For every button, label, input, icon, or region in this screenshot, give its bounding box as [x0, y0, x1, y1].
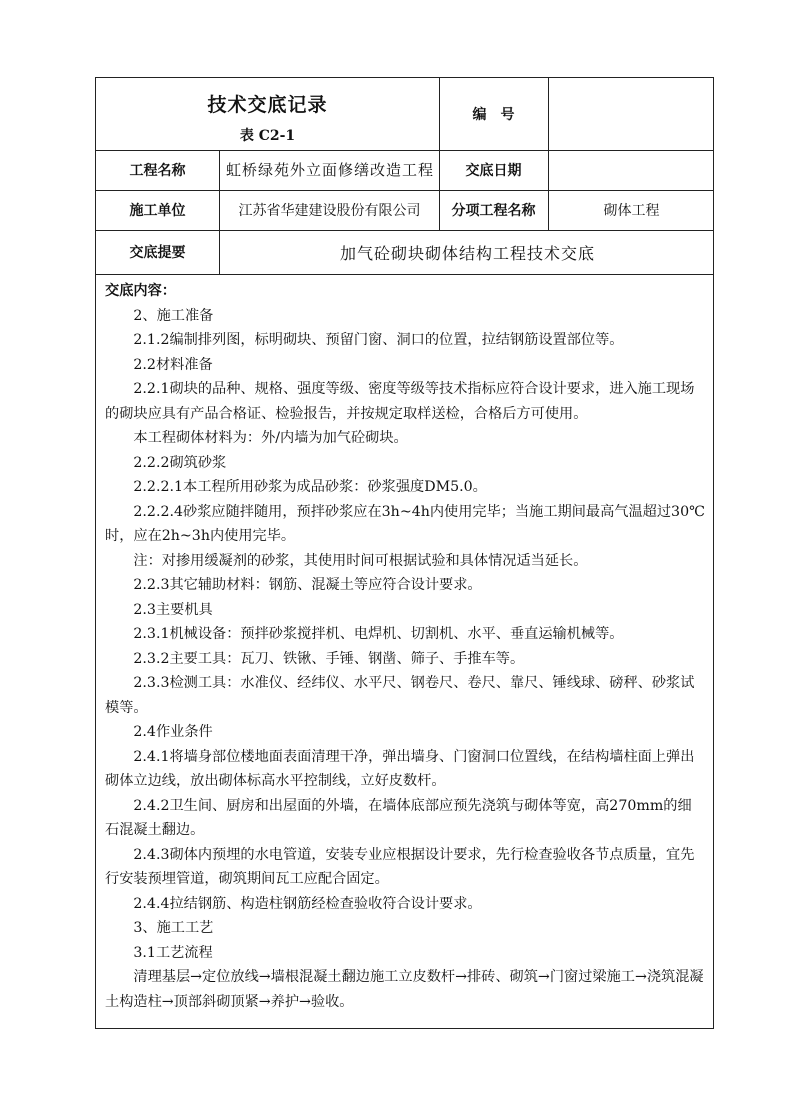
content-paragraph: 2.3.1机械设备：预拌砂浆搅拌机、电焊机、切割机、水平、垂直运输机械等。: [133, 626, 624, 642]
summary-label: 交底提要: [129, 245, 186, 261]
form-number: 表 C2-1: [239, 127, 296, 144]
content-paragraph: 3、施工工艺: [133, 920, 214, 936]
unit-value: 江苏省华建建设股份有限公司: [238, 203, 421, 219]
content-paragraph: 2.2材料准备: [133, 356, 213, 373]
content-paragraph: 2.4.2卫生间、厨房和出屋面的外墙，在墙体底部应预先浇筑与砌体等宽，高270mm的细石混凝土翻边。: [105, 797, 692, 838]
content-paragraph: 2.4.3砌体内预埋的水电管道，安装专业应根据设计要求，先行检查验收各节点质量，宜先行安装预埋管道，砌筑期间瓦工应配合固定。: [105, 846, 695, 887]
content-paragraph: 2.3.3检测工具：水准仪、经纬仪、水平尺、钢卷尺、卷尺、靠尺、锤线球、磅秤、砂浆试模等。: [105, 675, 695, 716]
number-label: 编 号: [472, 107, 515, 123]
subproject-value: 砌体工程: [603, 203, 660, 219]
project-name-value: 虹桥绿苑外立面修缮改造工程: [226, 160, 435, 179]
date-value: [548, 150, 715, 190]
content-paragraph: 2.2.3其它辅助材料：钢筋、混凝土等应符合设计要求。: [133, 577, 482, 593]
project-name-label: 工程名称: [129, 163, 186, 179]
content-paragraph: 2.3主要机具: [133, 601, 213, 618]
record-form: [95, 77, 714, 1029]
content-paragraph: 2.2.2砌筑砂浆: [133, 454, 227, 471]
content-paragraph: 2.4作业条件: [133, 724, 213, 740]
content-paragraph: 注：对掺用缓凝剂的砂浆，其使用时间可根据试验和具体情况适当延长。: [133, 552, 588, 569]
subproject-label: 分项工程名称: [451, 203, 536, 219]
content-area: [96, 275, 713, 1028]
content-paragraph: 2.2.2.1本工程所用砂浆为成品砂浆：砂浆强度DM5.0。: [133, 479, 487, 495]
unit-label: 施工单位: [129, 203, 186, 219]
content-paragraph: 2.2.1砌块的品种、规格、强度等级、密度等级等技术指标应符合设计要求，进入施工现场的砌块应具有产品合格证、检验报告，并按规定取样送检，合格后方可使用。: [105, 381, 695, 422]
content-paragraph: 2.3.2主要工具：瓦刀、铁锹、手锤、钢凿、筛子、手推车等。: [133, 650, 525, 667]
content-paragraph: 2.4.1将墙身部位楼地面表面清理干净，弹出墙身、门窗洞口位置线，在结构墙柱面上弹出砌体立边线，放出砌体标高水平控制线，立好皮数杆。: [105, 748, 695, 789]
title-cell: [96, 78, 439, 150]
summary-value: 加气砼砌块砌体结构工程技术交底: [339, 243, 595, 263]
content-paragraph: 3.1工艺流程: [133, 944, 213, 961]
content-paragraph: 2.4.4拉结钢筋、构造柱钢筋经检查验收符合设计要求。: [133, 895, 482, 912]
date-label: 交底日期: [465, 163, 522, 179]
content-heading: 交底内容：: [105, 283, 176, 299]
number-value: [548, 78, 715, 150]
content-paragraph: 清理基层→定位放线→墙根混凝土翻边施工立皮数杆→排砖、砌筑→门窗过梁施工→浇筑混凝土构造柱→顶部斜砌顶紧→养护→验收。: [105, 969, 704, 1010]
content-paragraph: 2.1.2编制排列图，标明砌块、预留门窗、洞口的位置，拉结钢筋设置部位等。: [133, 332, 624, 348]
form-title: 技术交底记录: [207, 93, 328, 116]
content-paragraph: 2.2.2.4砂浆应随拌随用，预拌砂浆应在3h~4h内使用完毕；当施工期间最高气温超过30℃时，应在2h~3h内使用完毕。: [105, 503, 705, 544]
content-paragraph: 2、施工准备: [133, 307, 214, 324]
content-paragraph: 本工程砌体材料为：外/内墙为加气砼砌块。: [133, 430, 408, 446]
